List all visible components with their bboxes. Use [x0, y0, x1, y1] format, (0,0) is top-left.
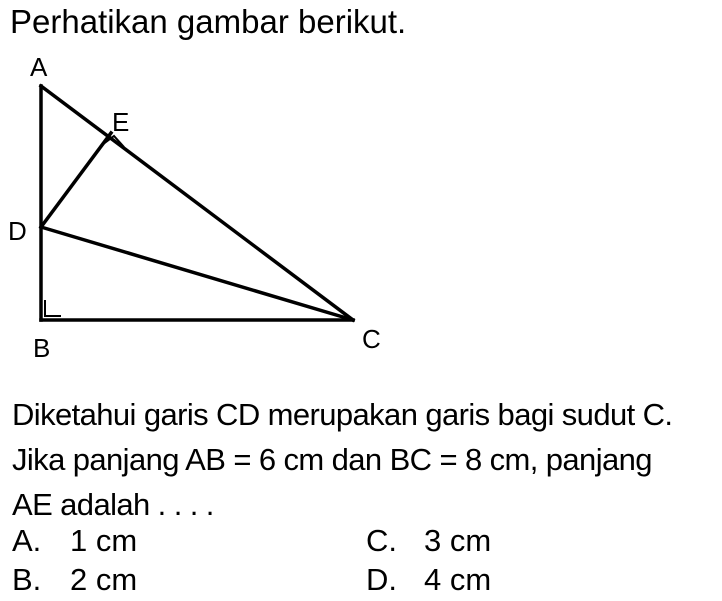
- label-b: B: [33, 333, 51, 363]
- option-b-letter: B.: [12, 562, 42, 597]
- option-d[interactable]: [366, 560, 491, 600]
- label-d: D: [8, 216, 27, 246]
- question-line-1: Diketahui garis CD merupakan garis bagi sudut C.: [12, 397, 673, 432]
- option-c[interactable]: [366, 521, 491, 561]
- option-c-text: 3 cm: [424, 523, 492, 558]
- label-a: A: [30, 52, 48, 82]
- option-b-text: 2 cm: [70, 562, 138, 597]
- option-d-letter: D.: [366, 562, 397, 597]
- option-a[interactable]: [12, 521, 137, 561]
- option-a-text: 1 cm: [70, 523, 138, 558]
- label-e: E: [112, 107, 130, 137]
- label-c: C: [362, 324, 381, 354]
- side-ac: [41, 86, 353, 320]
- segment-cd: [41, 227, 353, 320]
- intro-text: Perhatikan gambar berikut.: [10, 3, 407, 40]
- segment-de: [41, 133, 111, 227]
- question-text: [12, 392, 717, 527]
- option-b[interactable]: [12, 560, 137, 600]
- option-a-letter: A.: [12, 523, 42, 558]
- option-d-text: 4 cm: [424, 562, 492, 597]
- right-angle-marker-b: [45, 300, 61, 316]
- question-line-2: Jika panjang AB = 6 cm dan BC = 8 cm, panjang: [12, 442, 652, 477]
- option-c-letter: C.: [366, 523, 397, 558]
- question-line-3: AE adalah . . . .: [12, 487, 214, 522]
